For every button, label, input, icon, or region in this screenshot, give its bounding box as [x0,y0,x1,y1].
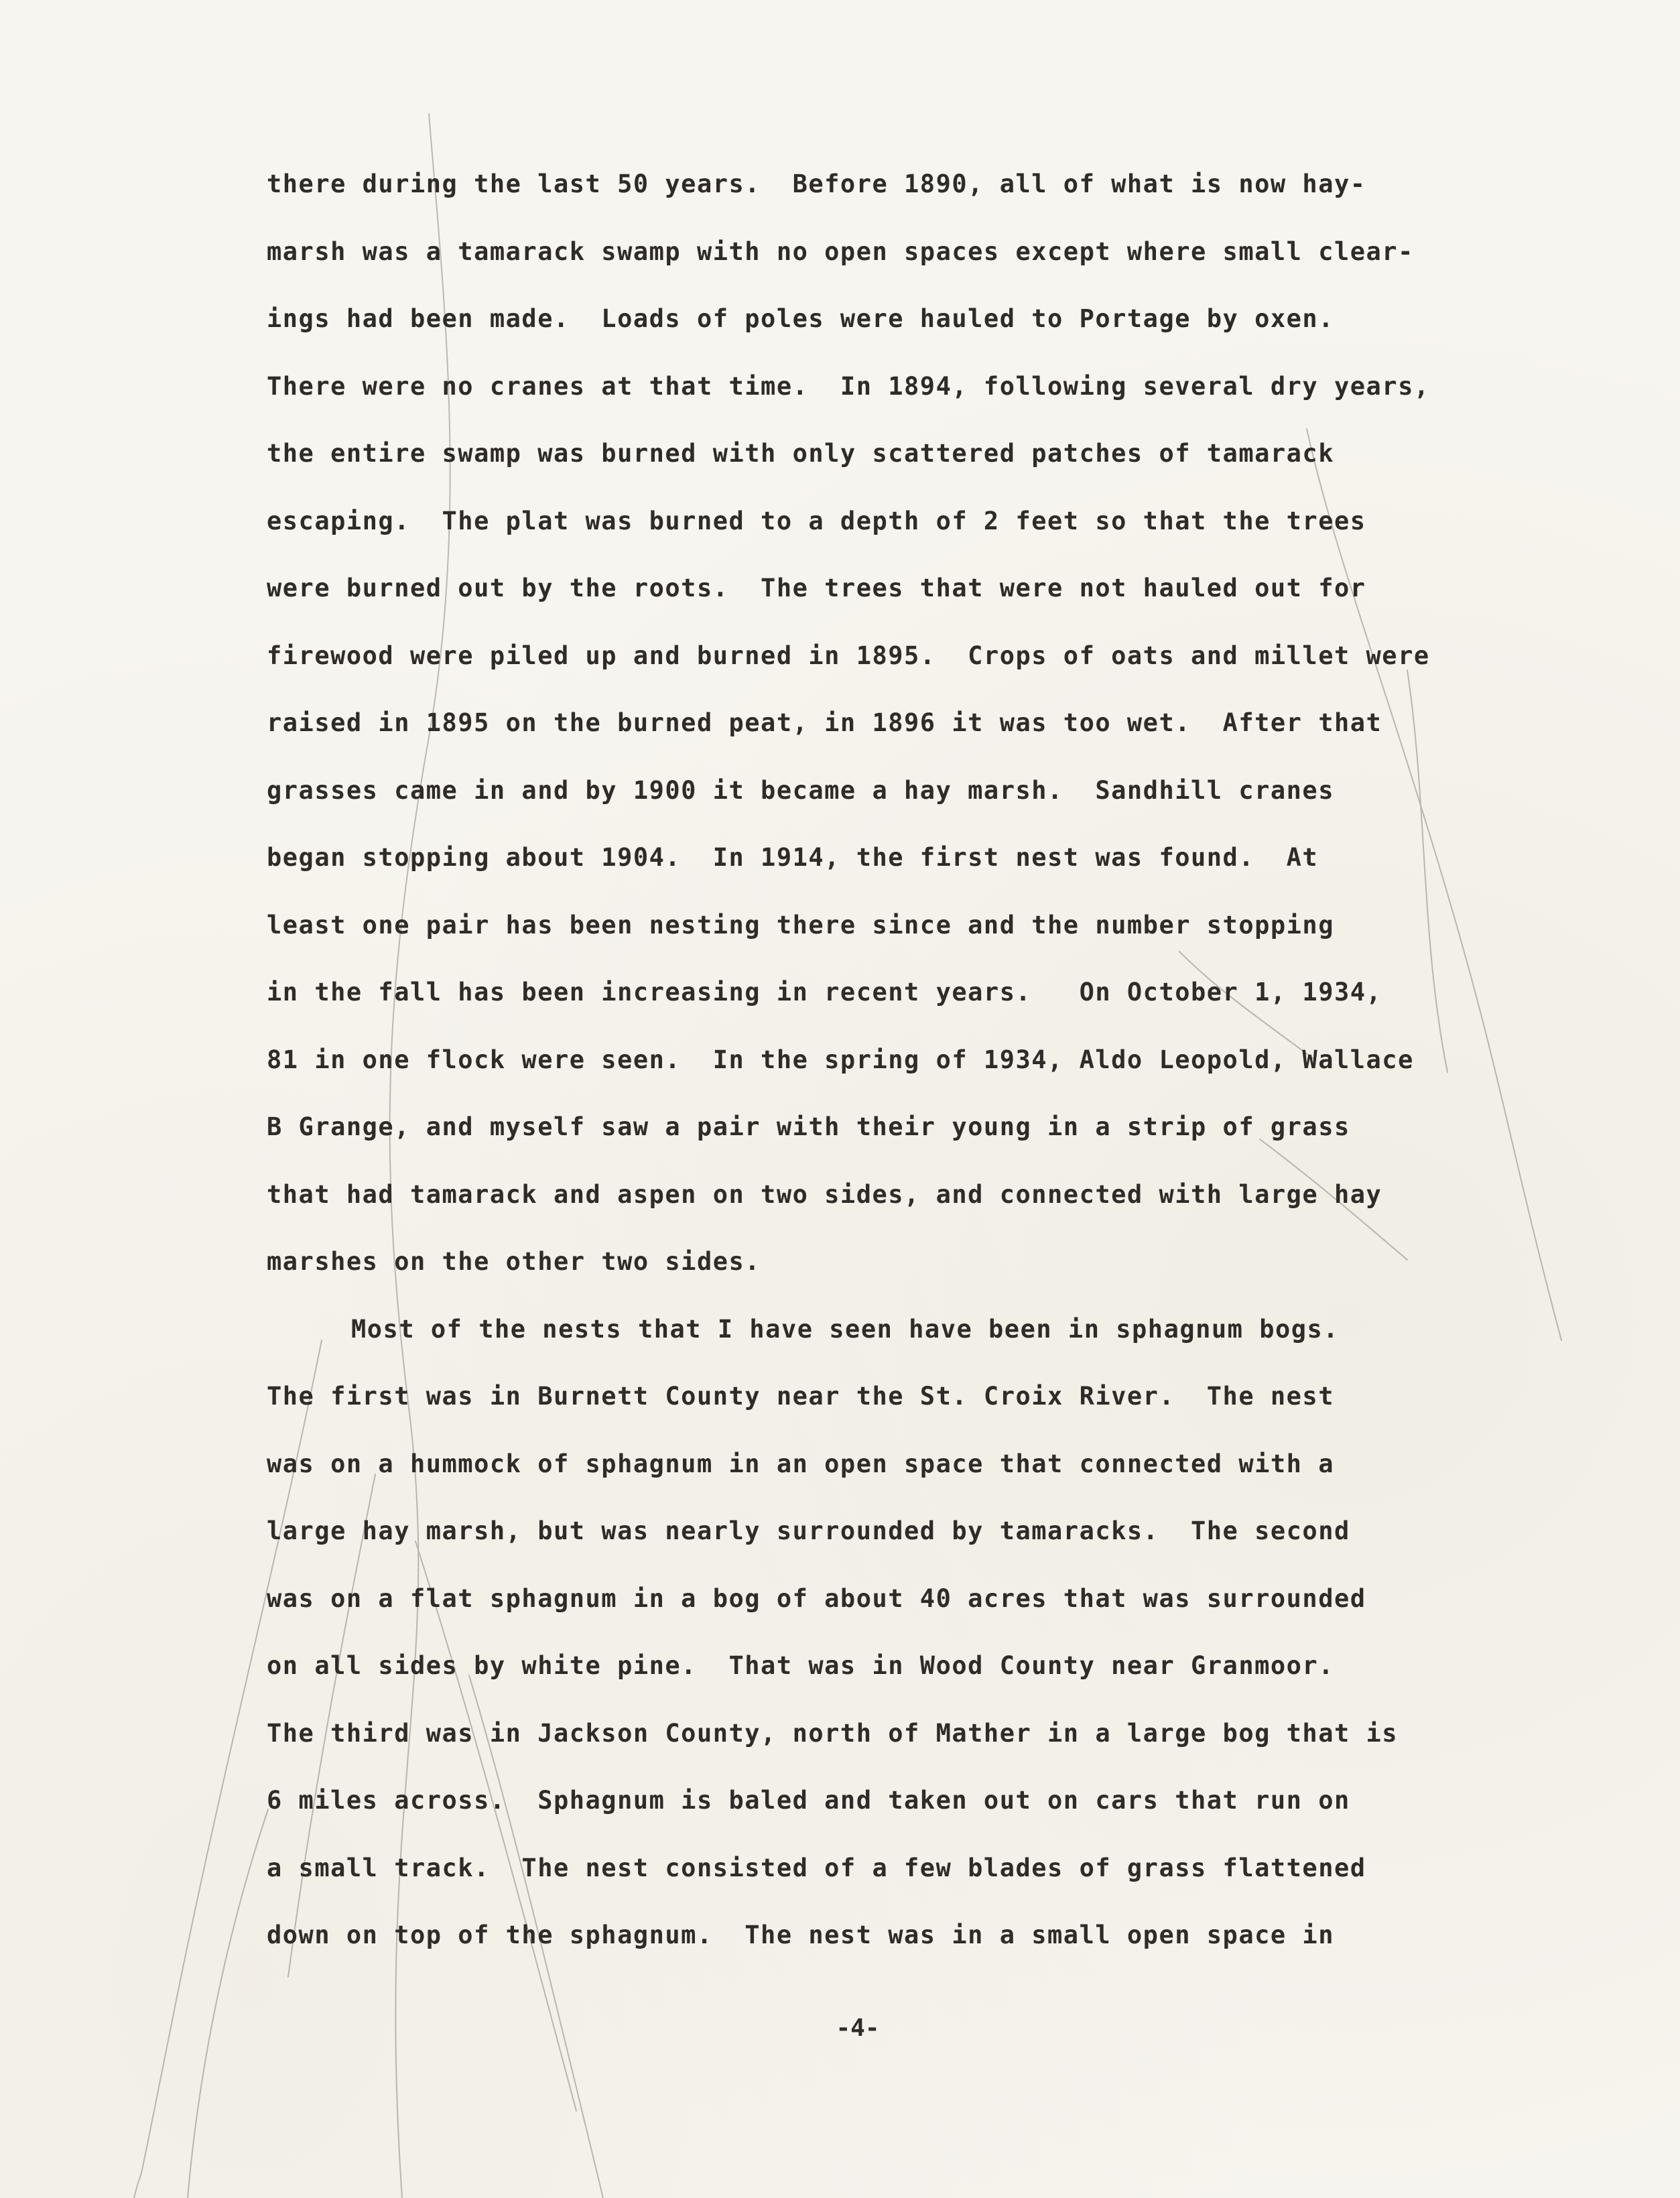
text-line: was on a hummock of sphagnum in an open space that connected with a [267,1449,1334,1478]
text-line: on all sides by white pine. That was in Wood County near Granmoor. [267,1651,1334,1680]
text-line: There were no cranes at that time. In 1894, following several dry years, [267,371,1430,401]
text-line: there during the last 50 years. Before 1890, all of what is now hay- [267,170,1366,198]
text-line: 6 miles across. Sphagnum is baled and taken out on cars that run on [267,1786,1350,1815]
text-line: B Grange, and myself saw a pair with their young in a strip of grass [267,1112,1350,1141]
text-line: ings had been made. Loads of poles were hauled to Portage by oxen. [267,304,1334,333]
page-number: -4- [836,2014,880,2042]
text-line: The third was in Jackson County, north of Mather in a large bog that is [267,1718,1399,1748]
paragraph-start-line: Most of the nests that I have seen have been in sphagnum bogs. [351,1314,1340,1344]
text-line: were burned out by the roots. The trees that were not hauled out for [267,574,1366,602]
text-line: escaping. The plat was burned to a depth of 2 feet so that the trees [267,506,1366,535]
text-line: The first was in Burnett County near the St. Croix River. The nest [267,1382,1334,1411]
text-line: was on a flat sphagnum in a bog of about 40 acres that was surrounded [267,1583,1366,1613]
text-line: 81 in one flock were seen. In the spring of 1934, Aldo Leopold, Wallace [267,1045,1414,1074]
text-line: large hay marsh, but was nearly surrounded by tamaracks. The second [267,1516,1350,1545]
text-line: down on top of the sphagnum. The nest was in a small open space in [267,1921,1334,1949]
text-line: in the fall has been increasing in recent years. On October 1, 1934, [267,978,1382,1007]
text-line: that had tamarack and aspen on two sides, and connected with large hay [267,1179,1382,1209]
body-text [267,171,1500,1990]
text-line: marshes on the other two sides. [267,1247,761,1276]
text-line: a small track. The nest consisted of a few blades of grass flattened [267,1853,1366,1882]
text-line: marsh was a tamarack swamp with no open spaces except where small clear- [267,237,1414,266]
text-line: firewood were piled up and burned in 1895. Crops of oats and millet were [267,641,1430,670]
text-line: raised in 1895 on the burned peat, in 1896 it was too wet. After that [267,708,1382,737]
text-line: grasses came in and by 1900 it became a hay marsh. Sandhill cranes [267,775,1334,805]
text-line: the entire swamp was burned with only scattered patches of tamarack [267,439,1334,468]
text-line: began stopping about 1904. In 1914, the first nest was found. At [267,843,1319,872]
text-line: least one pair has been nesting there since and the number stopping [267,910,1334,940]
